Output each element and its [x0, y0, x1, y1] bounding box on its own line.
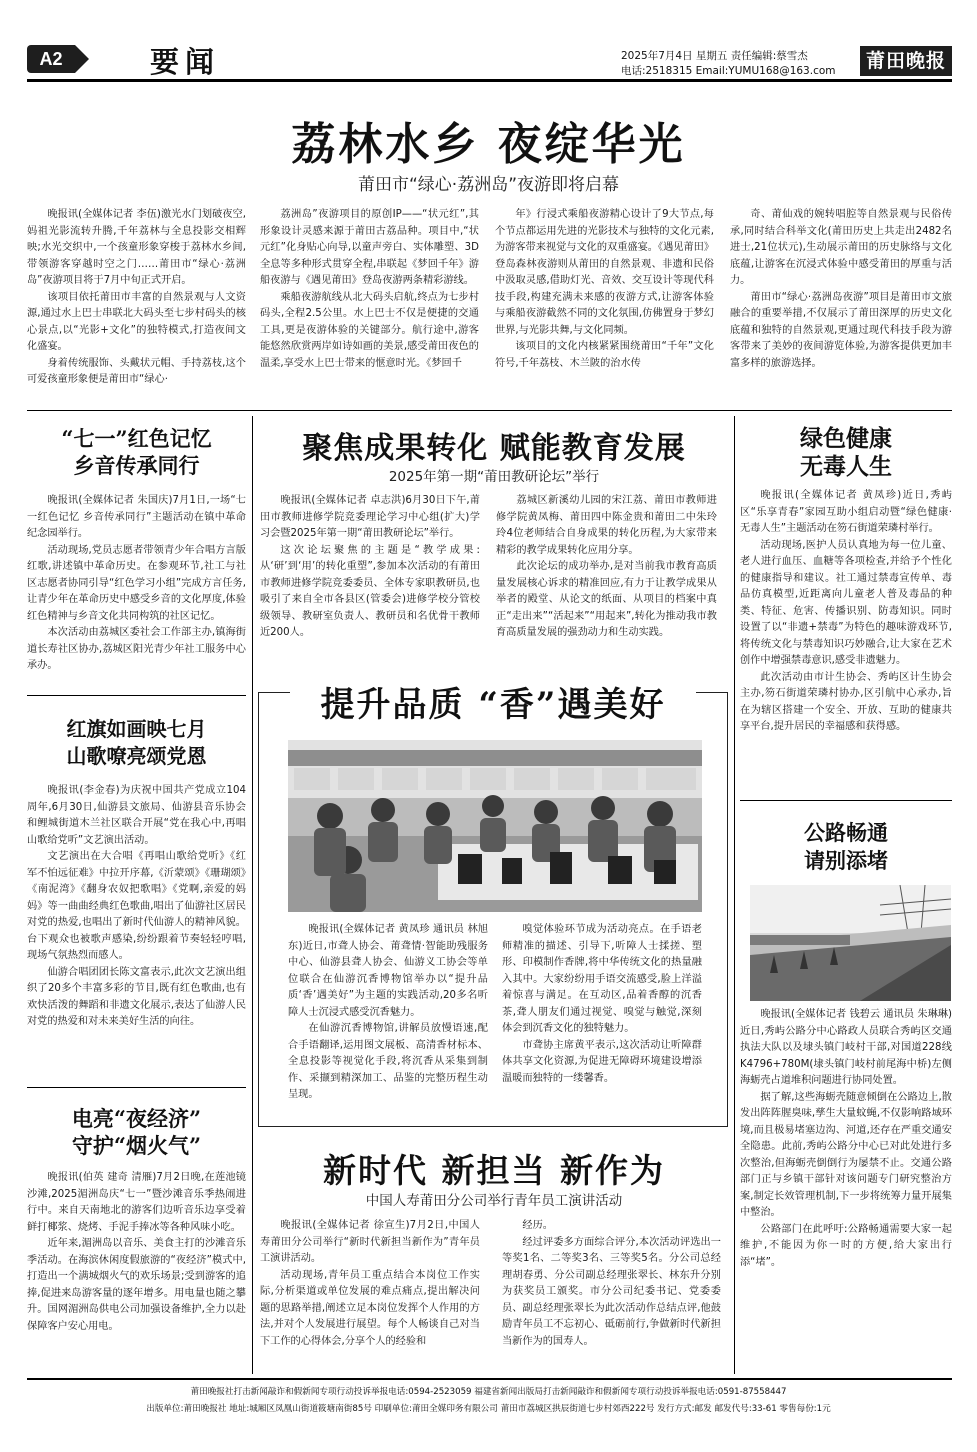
paragraph: 公路部门在此呼吁:公路畅通需要大家一起维护,不能因为你一时的方便,给大家出行添“堵”。 — [740, 1223, 952, 1268]
road-photo-graphic — [750, 885, 951, 1001]
page-number-badge-tip — [75, 45, 89, 73]
a3-col1 — [288, 922, 488, 1120]
paragraph: 在仙游沉香博物馆,讲解员放慢语速,配合手语翻译,运用图文展板、高清香材标本、全息投影等视觉化手段,将沉香从采集到制作、采撷到精深加工、品鉴的完整历程生动呈现。 — [288, 1023, 488, 1100]
paragraph: 经过评委多方面综合评分,本次活动评选出一等奖1名、二等奖3名、三等奖5名。分公司总经理胡春勇、分公司副总经理张翠长、林东升分别为获奖员工颁奖。市分公司纪委书记、党委委员、副总经理张翠长为此次活动作总结点评,他鼓励青年员工不忘初心、砥砺前行,争做新时代新担当新作为的国寿人。 — [502, 1236, 721, 1347]
a1-col3 — [495, 207, 714, 405]
paragraph: 该项目的文化内核紧紧围绕莆田“千年”文化符号,千年荔枝、木兰陂的治水传 — [495, 341, 714, 369]
footer-rule — [27, 1378, 952, 1380]
left3-body — [27, 1170, 246, 1372]
section-title: 要闻 — [150, 45, 221, 79]
paragraph: 活动现场,青年员工重点结合本岗位工作实际,分析渠道或单位发展的难点痛点,提出解决问题的思路举措,阐述立足本岗位发挥个人作用的方法,并对个人发展进行展望。每个人畅谈自己对当下工作的心得体会,分享个人的经验和 — [260, 1269, 480, 1347]
paragraph: 晚报讯(伯英 建奇 清雁)7月2日晚,在莲池镜沙滩,2025湄洲岛庆“七一”暨沙滩音乐季热闹进行中。来自天南地北的游客们边听音乐边享受着鲜打椰浆、烧烤、手泥手捧冰等各种风味小吃。 — [27, 1172, 246, 1233]
a3-title: 提升品质 “香”遇美好 — [290, 677, 696, 726]
paragraph: 市聋协主席黄平表示,这次活动让听障群体共享文化资源,为促进无障碍环境建设增添温暖而独特的一缕馨香。 — [502, 1039, 702, 1084]
left2-title-line1: 红旗如画映七月 — [66, 717, 207, 741]
paragraph: 晚报讯(全媒体记者 朱国庆)7月1日,一场“七一红色记忆 乡音传承同行”主题活动在镇中革命纪念园举行。 — [27, 495, 246, 539]
right1-title-line1: 绿色健康 — [800, 425, 892, 452]
paragraph: 乘船夜游航线从北大码头启航,终点为七步村码头,全程2.5公里。水上巴士不仅是便捷的交通工具,更是夜游体验的关键部分。航行途中,游客能悠然欣赏两岸如诗如画的美景,感受莆田夜色的温柔,享受水上巴士带来的惬意时光。《梦回千 — [260, 291, 479, 369]
paragraph: 荔洲岛”夜游项目的原创IP——“状元红”,其形象设计灵感来源于莆田古荔品种。项目中,“状元红”化身贴心向导,以童声旁白、实体雕塑、3D全息等多种形式贯穿全程,串联起《梦回千年》游船夜游与《遇见莆田》登岛夜游两条精彩游线。 — [260, 209, 479, 286]
left2-rule — [27, 1087, 246, 1088]
right-column-divider — [734, 416, 735, 1374]
paragraph: 身着传统服饰、头戴状元帽、手持荔枝,这个可爱孩童形象便是莆田市“绿心· — [27, 357, 246, 385]
left2-body — [27, 783, 246, 1078]
header-rule — [27, 79, 952, 82]
paragraph: 莆田市“绿心·荔洲岛夜游”项目是莆田市文旅融合的重要举措,不仅展示了莆田深厚的历史文化底蕴和独特的自然景观,更通过现代科技手段为游客带来了美妙的夜间游览体验,为游客提供更加丰富多样的旅游选择。 — [730, 291, 952, 369]
a1-bottom-rule — [27, 410, 952, 411]
left3-title-line2: 守护“烟火气” — [71, 1133, 202, 1158]
footer-line1: 莆田晚报社打击新闻敲诈和假新闻专项行动投诉举报电话:0594-2523059 福建省新闻出版局打击新闻敲诈和假新闻专项行动投诉举报电话:0591-87558447 — [190, 1387, 787, 1397]
left1-title-line2: 乡音传承同行 — [73, 453, 200, 478]
a3-col2 — [502, 922, 702, 1120]
left3-title-line1: 电亮“夜经济” — [71, 1106, 202, 1131]
paragraph: 晚报讯(全媒体记者 黄凤珍)近日,秀屿区“乐享青春”家园互助小组启动暨“绿色健康·无毒人生”主题活动在笏石街道荣璘村举行。 — [740, 490, 952, 534]
a4-title: 新时代 新担当 新作为 — [323, 1151, 665, 1190]
a1-col4 — [730, 207, 952, 405]
paragraph: 活动现场,医护人员认真地为每一位儿童、老人进行血压、血糖等各项检查,并给予个性化的健康指导和建议。社工通过禁毒宣传单、毒品仿真模型,近距离向儿童老人普及毒品的种类、特征、危害、传播识别、防毒知识。同时设置了以“非遗+禁毒”为特色的趣味游戏环节,将传统文化与禁毒知识巧妙融合,让大家在艺术创作中增强禁毒意识,感受非遗魅力。 — [740, 539, 952, 666]
a1-col2 — [260, 207, 479, 405]
right2-title-line1: 公路畅通 — [804, 820, 888, 845]
paragraph: 晚报讯(全媒体记者 卓志洪)6月30日下午,莆田市教师进修学院竞委理论学习中心组(扩大)学习会暨2025年第一期“莆田教研论坛”举行。 — [260, 495, 480, 539]
paragraph: 该项目依托莆田市丰富的自然景观与人文资源,通过水上巴士串联北大码头至七步村码头的核心景点,以“光影+文化”的独特模式,打造夜间文化盛宴。 — [27, 291, 246, 352]
paragraph: 据了解,这些海蛎壳随意倾倒在公路边上,散发出阵阵腥臭味,孳生大量蚊蝇,不仅影响路域环境,而且极易堵塞边沟、河道,还存在严重交通安全隐患。此前,秀屿公路分中心已对此处进行多次整治,但海蛎壳倒倒行为屡禁不止。交通公路部门正与乡镇干部针对该问题专门研究整治方案,制定长效管理机制,下一步将统筹力量开展集中整治。 — [740, 1091, 952, 1218]
a4-subtitle: 中国人寿莆田分公司举行青年员工演讲活动 — [365, 1193, 623, 1209]
a4-col1 — [260, 1218, 480, 1372]
a3-photo — [288, 740, 702, 912]
paragraph: 嗅觉体验环节成为活动亮点。在手语老师精准的描述、引导下,听障人士揉搓、塑形、印模制作香牌,将中华传统文化的热量融入其中。大家纷纷用手语交流感受,脸上洋溢着惊喜与满足。在互动区,品着香醇的沉香茶,聋人朋友们通过视觉、嗅觉与触觉,深刻体会到沉香文化的独特魅力。 — [502, 924, 702, 1034]
a1-subtitle: 莆田市“绿心·荔洲岛”夜游即将启幕 — [357, 175, 620, 195]
left1-title-line1: “七一”红色记忆 — [61, 426, 212, 451]
a2-col1 — [260, 493, 480, 685]
paragraph: 奇、莆仙戏的婉转唱腔等自然景观与民俗传承,同时结合科举文化(莆田历史上共走出2482名进士,21位状元),生动展示莆田的历史脉络与文化底蕴,让游客在沉浸式体验中感受莆田的厚重与活力。 — [730, 209, 952, 286]
page-number-badge: A2 — [27, 45, 75, 73]
a2-title: 聚焦成果转化 赋能教育发展 — [302, 431, 686, 466]
left1-rule — [27, 695, 246, 696]
footer-line2: 出版单位:莆田晚报社 地址:城厢区凤凰山街道筱塘南街85号 印刷单位:莆田全媒印务有限公司 莆田市荔城区拱辰街道七步村郊西222号 发行方式:邮发 邮发代号:33-61 零售每份:1元 — [146, 1404, 831, 1414]
a2-subtitle: 2025年第一期“莆田教研论坛”举行 — [388, 469, 600, 485]
paragraph: 本次活动由荔城区委社会工作部主办,镇海街道长寿社区协办,荔城区阳光青少年社工服务中心承办。 — [27, 627, 246, 671]
a3-photo-graphic — [288, 740, 702, 912]
a1-col1 — [27, 207, 246, 405]
paragraph: 仙游合唱团团长陈文富表示,此次文艺演出组织了20多个丰富多彩的节目,既有红色歌曲,也有欢快活泼的舞蹈和非遗文化展示,表达了仙游人民对党的热爱和对未来美好生活的向往。 — [27, 966, 246, 1027]
right1-body — [740, 488, 952, 792]
a1-title: 荔林水乡 夜绽华光 — [291, 119, 686, 170]
paragraph: 这次论坛聚焦的主题是“教学成果:从‘研’到‘用’的转化重塑”,参加本次活动的有莆田市教师进修学院竞委委员、全体专家职教研员,也吸引了来自全市各县区(管委会)进修学校分管校级领导、教研室负责人、教研员和名优骨干教师近200人。 — [260, 544, 480, 638]
right1-rule — [740, 800, 952, 801]
paragraph: 近年来,湄洲岛以音乐、美食主打的沙滩音乐季活动。在海滨休闲度假旅游的“夜经济”模式中,打造出一个满城烟火气的欢乐场景;受到游客的追捧,促进来岛游客量的逐年增多。用电量也随之攀升。国网湄洲岛供电公司加强设备维护,全力以赴保障客户安心用电。 — [27, 1238, 246, 1332]
a2-col2 — [496, 493, 717, 685]
right1-title-line2: 无毒人生 — [800, 453, 892, 480]
left2-title-line2: 山歌嘹亮颂党恩 — [66, 744, 207, 768]
paragraph: 晚报讯(全媒体记者 黄凤珍 通讯员 林旭东)近日,市聋人协会、莆聋情·智能助残服务中心、仙游县聋人协会、仙游义工协会等单位联合在仙游沉香博物馆举办以“提升品质‘香’遇美好”为主题的实践活动,20多名听障人士沉浸式感受沉香魅力。 — [288, 924, 488, 1018]
paragraph: 文艺演出在大合唱《再唱山歌给党听》《红军不怕远征难》中拉开序幕,《沂蒙颂》《珊瑚颂》《南泥湾》《翻身农奴把歌唱》《党啊,亲爱的妈妈》等一曲曲经典红色歌曲,唱出了仙游社区居民对党的热爱,也唱出了新时代仙游人的精神风貌。台下观众也被歌声感染,纷纷跟着节奏轻轻哼唱,现场气氛热烈而感人。 — [27, 851, 246, 961]
paragraph: 晚报讯(李金春)为庆祝中国共产党成立104周年,6月30日,仙游县文旅局、仙游县音乐协会和鲤城街道木兰社区联合开展“党在我心中,再唱山歌给党听”文艺演出活动。 — [27, 785, 246, 846]
paragraph: 活动现场,党员志愿者带领青少年合唱方言版红歌,讲述镇中革命历史。在参观环节,社工与社区志愿者协同引导“红色学习小组”完成方言任务,让青少年在革命历史中感受乡音的文化厚度,体验红色精神与乡音文化共同构筑的社区记忆。 — [27, 544, 246, 622]
road-photo — [750, 885, 951, 1001]
right2-title-line2: 请别添堵 — [804, 848, 888, 873]
newspaper-logo: 莆田晚报 — [860, 46, 952, 76]
paragraph: 经历。 — [522, 1220, 553, 1231]
paragraph: 荔城区新溪幼儿园的宋江荔、莆田市教师进修学院黄凤梅、莆田四中陈金贵和莆田二中朱玲玲4位老师结合自身成果的转化历程,为大家带来精彩的教学成果转化应用分享。 — [496, 495, 717, 556]
right2-body — [740, 1007, 952, 1372]
left-column-divider — [252, 416, 253, 1374]
left1-body — [27, 493, 246, 685]
a4-col2 — [502, 1218, 721, 1372]
paragraph: 年》行浸式乘船夜游精心设计了9大节点,每个节点都运用先进的光影技术与独特的文化元素,为游客带来视觉与文化的双重盛宴。《遇见莆田》登岛森林夜游则从莆田的自然景观、非遗和民俗中汲取灵感,借助灯光、音效、交互设计等现代科技手段,构建充满未来感的夜游方式,让游客体验与乘船夜游截然不同的文化氛围,仿佛置身于梦幻世界,与光影共舞,与文化同频。 — [495, 209, 714, 336]
paragraph: 晚报讯(全媒体记者 徐宣生)7月2日,中国人寿莆田分公司举行“新时代新担当新作为”青年员工演讲活动。 — [260, 1220, 480, 1264]
paragraph: 此次活动由市计生协会、秀屿区计生协会主办,笏石街道荣璘村协办,区引航中心承办,旨在为辖区搭建一个安全、开放、互助的健康共享平台,提升居民的幸福感和获得感。 — [740, 671, 952, 732]
contact-line: 电话:2518315 Email:YUMU168@163.com — [621, 65, 836, 77]
date-line: 2025年7月4日 星期五 责任编辑:蔡雪杰 — [621, 50, 808, 62]
paragraph: 晚报讯(全媒体记者 李伍)激光水门划破夜空,妈祖光影流转升腾,千年荔林与全息投影交相辉映;水光交织中,一个孩童形象穿梭于荔林水乡间,带领游客穿越时空之门……莆田市“绿心·荔洲岛”夜游项目将于7月中旬正式开启。 — [27, 209, 246, 286]
paragraph: 晚报讯(全媒体记者 钱碧云 通讯员 朱琳琳)近日,秀屿公路分中心路政人员联合秀屿区交通执法大队以及埭头镇门岐村干部,对国道228线K4796+780M(埭头镇门岐村前尾海中桥)左侧海蛎壳占道堆积问题进行协同处置。 — [740, 1009, 952, 1086]
paragraph: 此次论坛的成功举办,是对当前我市教育高质量发展核心诉求的精准回应,有力于让教学成果从举者的殿堂、从论文的纸面、从项目的档案中真正“走出来”“活起来”“用起来”,转化为推动我市教育高质量发展的强劲动力和生动实践。 — [496, 561, 717, 638]
